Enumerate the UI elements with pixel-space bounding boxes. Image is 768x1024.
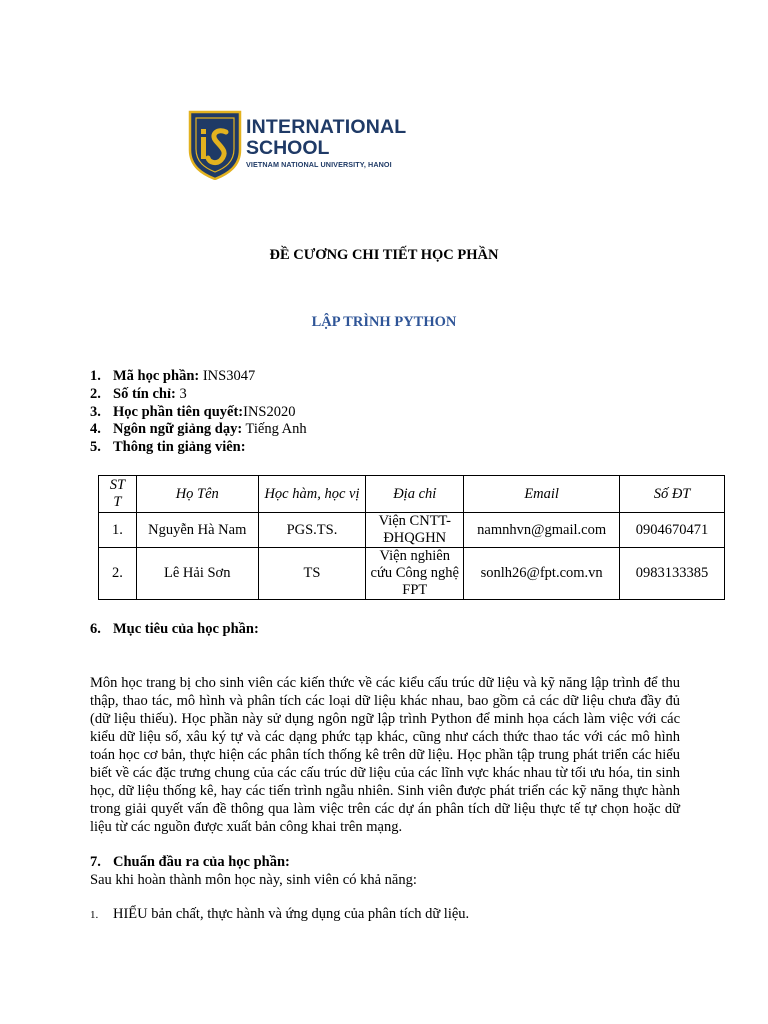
info-item	[90, 368, 307, 386]
info-item	[90, 421, 307, 439]
section-6-title: Mục tiêu của học phần:	[113, 621, 259, 637]
cell-name: Nguyễn Hà Nam	[136, 513, 258, 548]
info-label: Học phần tiên quyết:	[113, 403, 244, 420]
info-num: 2.	[90, 385, 101, 402]
info-item	[90, 404, 307, 422]
cell-email: sonlh26@fpt.com.vn	[464, 548, 620, 600]
info-num: 4.	[90, 421, 101, 438]
cell-name: Lê Hải Sơn	[136, 548, 258, 600]
cell-stt: 1.	[99, 513, 137, 548]
table-header-row	[99, 476, 725, 513]
logo-line-3: VIETNAM NATIONAL UNIVERSITY, HANOI	[246, 160, 392, 169]
logo-line-2: SCHOOL	[246, 136, 330, 159]
objective-paragraph: Môn học trang bị cho sinh viên các kiến thức về các kiểu cấu trúc dữ liệu và kỹ năng lập trình để thu thập, thao tác, mô hình và phân tích các loại dữ liệu khác nhau, bao gồm cả các dữ liệu chưa đầy đủ (dữ liệu thiếu). Học phần này sử dụng ngôn ngữ lập trình Python để minh họa cách làm việc với các kiểu dữ liệu số, xâu ký tự và các dạng phức tạp khác, cũng như cách thức thao tác với các mô hình toán học cơ bản, thực hiện các phân tích thống kê trên dữ liệu. Học phần tập trung phát triển các hiểu biết về các đặc trưng chung của các cấu trúc dữ liệu của các lĩnh vực khác nhau từ tối ưu hóa, tin sinh học, dữ liệu thống kê, hay các tiến trình ngẫu nhiên. Sinh viên được phát triển các kỹ năng thực hành trong giải quyết vấn đề thông qua làm việc trên các dự án phân tích dữ liệu thực tế tự chọn hoặc dữ liệu từ các nguồn được xuất bản công khai trên mạng.	[90, 675, 680, 835]
school-shield-icon	[188, 110, 242, 180]
info-label: Số tín chỉ:	[113, 385, 176, 402]
logo-line-1: INTERNATIONAL	[246, 116, 407, 138]
info-num: 5.	[90, 439, 101, 456]
info-num: 3.	[90, 403, 101, 420]
section-7-intro: Sau khi hoàn thành môn học này, sinh viên có khả năng:	[90, 872, 417, 888]
cell-title: TS	[258, 548, 366, 600]
section-6-heading	[90, 621, 259, 638]
header-name: Họ Tên	[136, 476, 258, 513]
cell-address: Viện nghiên cứu Công nghệ FPT	[366, 548, 464, 600]
section-7-num: 7.	[90, 854, 101, 870]
table-row	[99, 513, 725, 548]
info-label: Mã học phần:	[113, 368, 200, 384]
info-value: INS2020	[243, 403, 296, 420]
outcome-num: 1.	[90, 909, 99, 921]
header-email: Email	[464, 476, 620, 513]
info-label: Ngôn ngữ giảng dạy:	[113, 421, 243, 438]
header-phone: Số ĐT	[620, 476, 725, 513]
outcome-text: HIỂU bản chất, thực hành và ứng dụng của phân tích dữ liệu.	[113, 906, 470, 922]
section-6-num: 6.	[90, 621, 101, 637]
cell-phone: 0904670471	[620, 513, 725, 548]
header-stt	[99, 476, 137, 513]
section-7-heading	[90, 853, 417, 871]
info-num: 1.	[90, 368, 101, 384]
lecturer-table	[98, 475, 725, 600]
info-value: Tiếng Anh	[242, 421, 307, 438]
info-label: Thông tin giảng viên:	[113, 439, 246, 456]
course-name: LẬP TRÌNH PYTHON	[311, 314, 457, 330]
info-value: 3	[175, 385, 187, 402]
cell-stt: 2.	[99, 548, 137, 600]
section-7	[90, 853, 417, 889]
header-address: Địa chỉ	[366, 476, 464, 513]
table-row	[99, 548, 725, 600]
outcome-item	[90, 906, 469, 923]
info-item	[90, 386, 307, 404]
info-value: INS3047	[199, 368, 256, 384]
cell-title: PGS.TS.	[258, 513, 366, 548]
cell-email: namnhvn@gmail.com	[464, 513, 620, 548]
course-info-list	[90, 368, 307, 457]
document-title: ĐỀ CƯƠNG CHI TIẾT HỌC PHẦN	[269, 247, 499, 263]
school-logo	[188, 110, 438, 182]
cell-phone: 0983133385	[620, 548, 725, 600]
header-title: Học hàm, học vị	[258, 476, 366, 513]
cell-address: Viện CNTT-ĐHQGHN	[366, 513, 464, 548]
header-stt-label: ST T	[109, 477, 126, 510]
section-7-title: Chuẩn đầu ra của học phần:	[113, 854, 290, 870]
info-item	[90, 439, 307, 457]
